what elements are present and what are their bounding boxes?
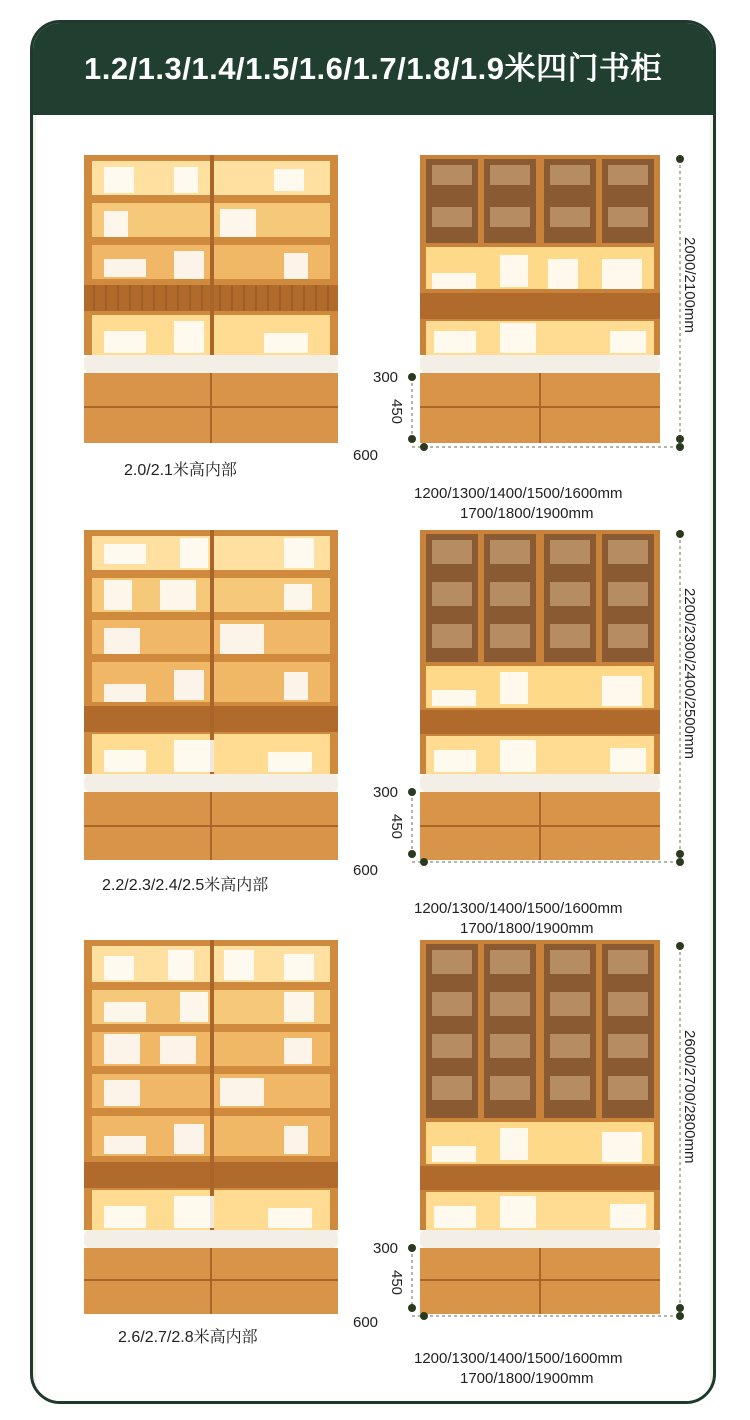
width-range-line2: 1700/1800/1900mm <box>460 920 594 937</box>
drawer-height-label: 450 <box>388 399 405 425</box>
width-range-line2: 1700/1800/1900mm <box>460 505 594 522</box>
variant-row-2 <box>36 530 710 980</box>
height-range-label: 2200/2300/2400/2500mm <box>681 588 698 759</box>
drawer-height-label: 450 <box>388 814 405 840</box>
open-cabinet-image-2 <box>84 530 338 860</box>
dimension-lines-2 <box>404 530 694 870</box>
open-cabinet-image-3 <box>84 940 338 1314</box>
seat-height-label: 300 <box>373 1240 399 1257</box>
height-range-label: 2000/2100mm <box>681 237 698 333</box>
open-cabinet-label: 2.6/2.7/2.8米高内部 <box>118 1329 258 1346</box>
content-panel <box>36 115 710 1401</box>
open-cabinet-label: 2.2/2.3/2.4/2.5米高内部 <box>102 877 269 894</box>
product-frame <box>30 20 716 1404</box>
page-title: 1.2/1.3/1.4/1.5/1.6/1.7/1.8/1.9米四门书柜 <box>83 51 663 86</box>
title-banner <box>33 23 713 115</box>
width-range-line1: 1200/1300/1400/1500/1600mm <box>414 1350 623 1367</box>
width-range-line1: 1200/1300/1400/1500/1600mm <box>414 485 623 502</box>
seat-height-label: 300 <box>373 369 399 386</box>
drawer-height-label: 450 <box>388 1270 405 1296</box>
seat-height-label: 300 <box>373 784 399 801</box>
height-range-label: 2600/2700/2800mm <box>681 1030 698 1164</box>
open-cabinet-label: 2.0/2.1米高内部 <box>124 462 237 479</box>
depth-label: 600 <box>353 447 379 464</box>
dimension-lines-1 <box>404 155 694 455</box>
dimension-lines-3 <box>404 940 694 1324</box>
depth-label: 600 <box>353 1314 379 1331</box>
variant-row-3 <box>36 940 710 1390</box>
width-range-line1: 1200/1300/1400/1500/1600mm <box>414 900 623 917</box>
depth-label: 600 <box>353 862 379 879</box>
width-range-line2: 1700/1800/1900mm <box>460 1370 594 1387</box>
open-cabinet-image-1 <box>84 155 338 445</box>
